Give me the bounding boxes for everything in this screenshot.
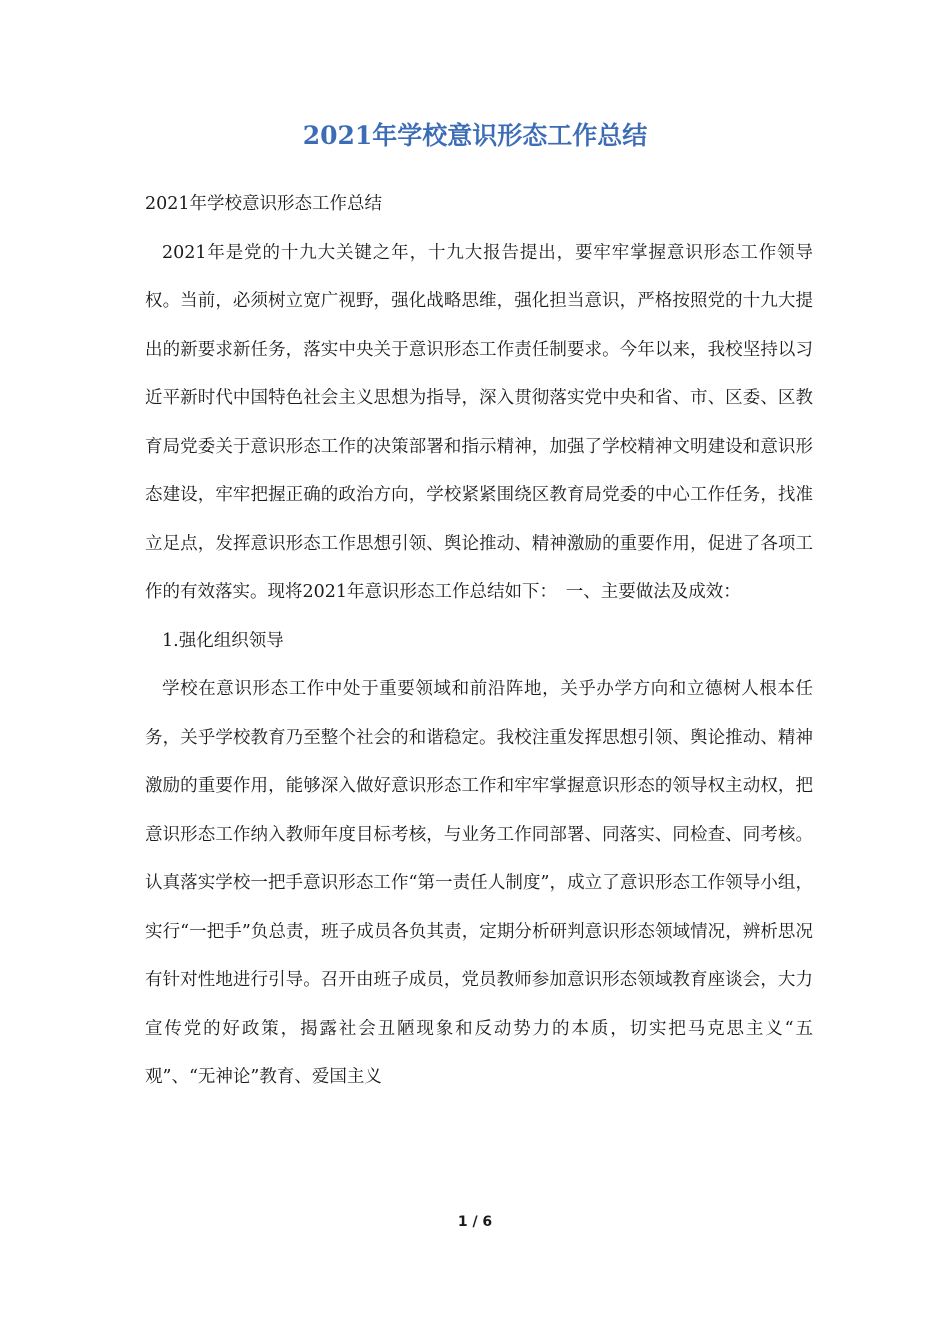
page-indicator: 1 / 6 [457,1214,493,1230]
section-heading-organization: 1.强化组织领导 [162,630,284,651]
paragraph-organization: 学校在意识形态工作中处于重要领域和前沿阵地，关乎办学方向和立德树人根本任务，关乎学校教育乃至整个社会的和谐稳定。我校注重发挥思想引领、舆论推动、精神激励的重要作用，能够深入做好意识形态工作和牢牢掌握意识形态的领导权主动权，把意识形态工作纳入教师年度目标考核，与业务工作同部署、同落实、同检查、同考核。认真落实学校一把手意识形态工作“第一责任人制度”，成立了意识形态工作领导小组，实行“一把手”负总责，班子成员各负其责，定期分析研判意识形态领域情况，辨析思况有针对性地进行引导。召开由班子成员，党员教师参加意识形态领域教育座谈会，大力宣传党的好政策，揭露社会丑陋现象和反动势力的本质，切实把马克思主义“五观”、“无神论”教育、爱国主义 [145,679,813,1087]
paragraph-intro: 2021年是党的十九大关键之年，十九大报告提出，要牢牢掌握意识形态工作领导权。当前，必须树立宽广视野，强化战略思维，强化担当意识，严格按照党的十九大提出的新要求新任务，落实中央关于意识形态工作责任制要求。今年以来，我校坚持以习近平新时代中国特色社会主义思想为指导，深入贯彻落实党中央和省、市、区委、区教育局党委关于意识形态工作的决策部署和指示精神，加强了学校精神文明建设和意识形态建设，牢牢把握正确的政治方向，学校紧紧围绕区教育局党委的中心工作任务，找准立足点，发挥意识形态工作思想引领、舆论推动、精神激励的重要作用，促进了各项工作的有效落实。现将2021年意识形态工作总结如下： 一、主要做法及成效： [145,242,813,602]
document-title: 2021年学校意识形态工作总结 [302,121,648,150]
subtitle-line: 2021年学校意识形态工作总结 [145,194,383,214]
document-body [145,180,813,1102]
